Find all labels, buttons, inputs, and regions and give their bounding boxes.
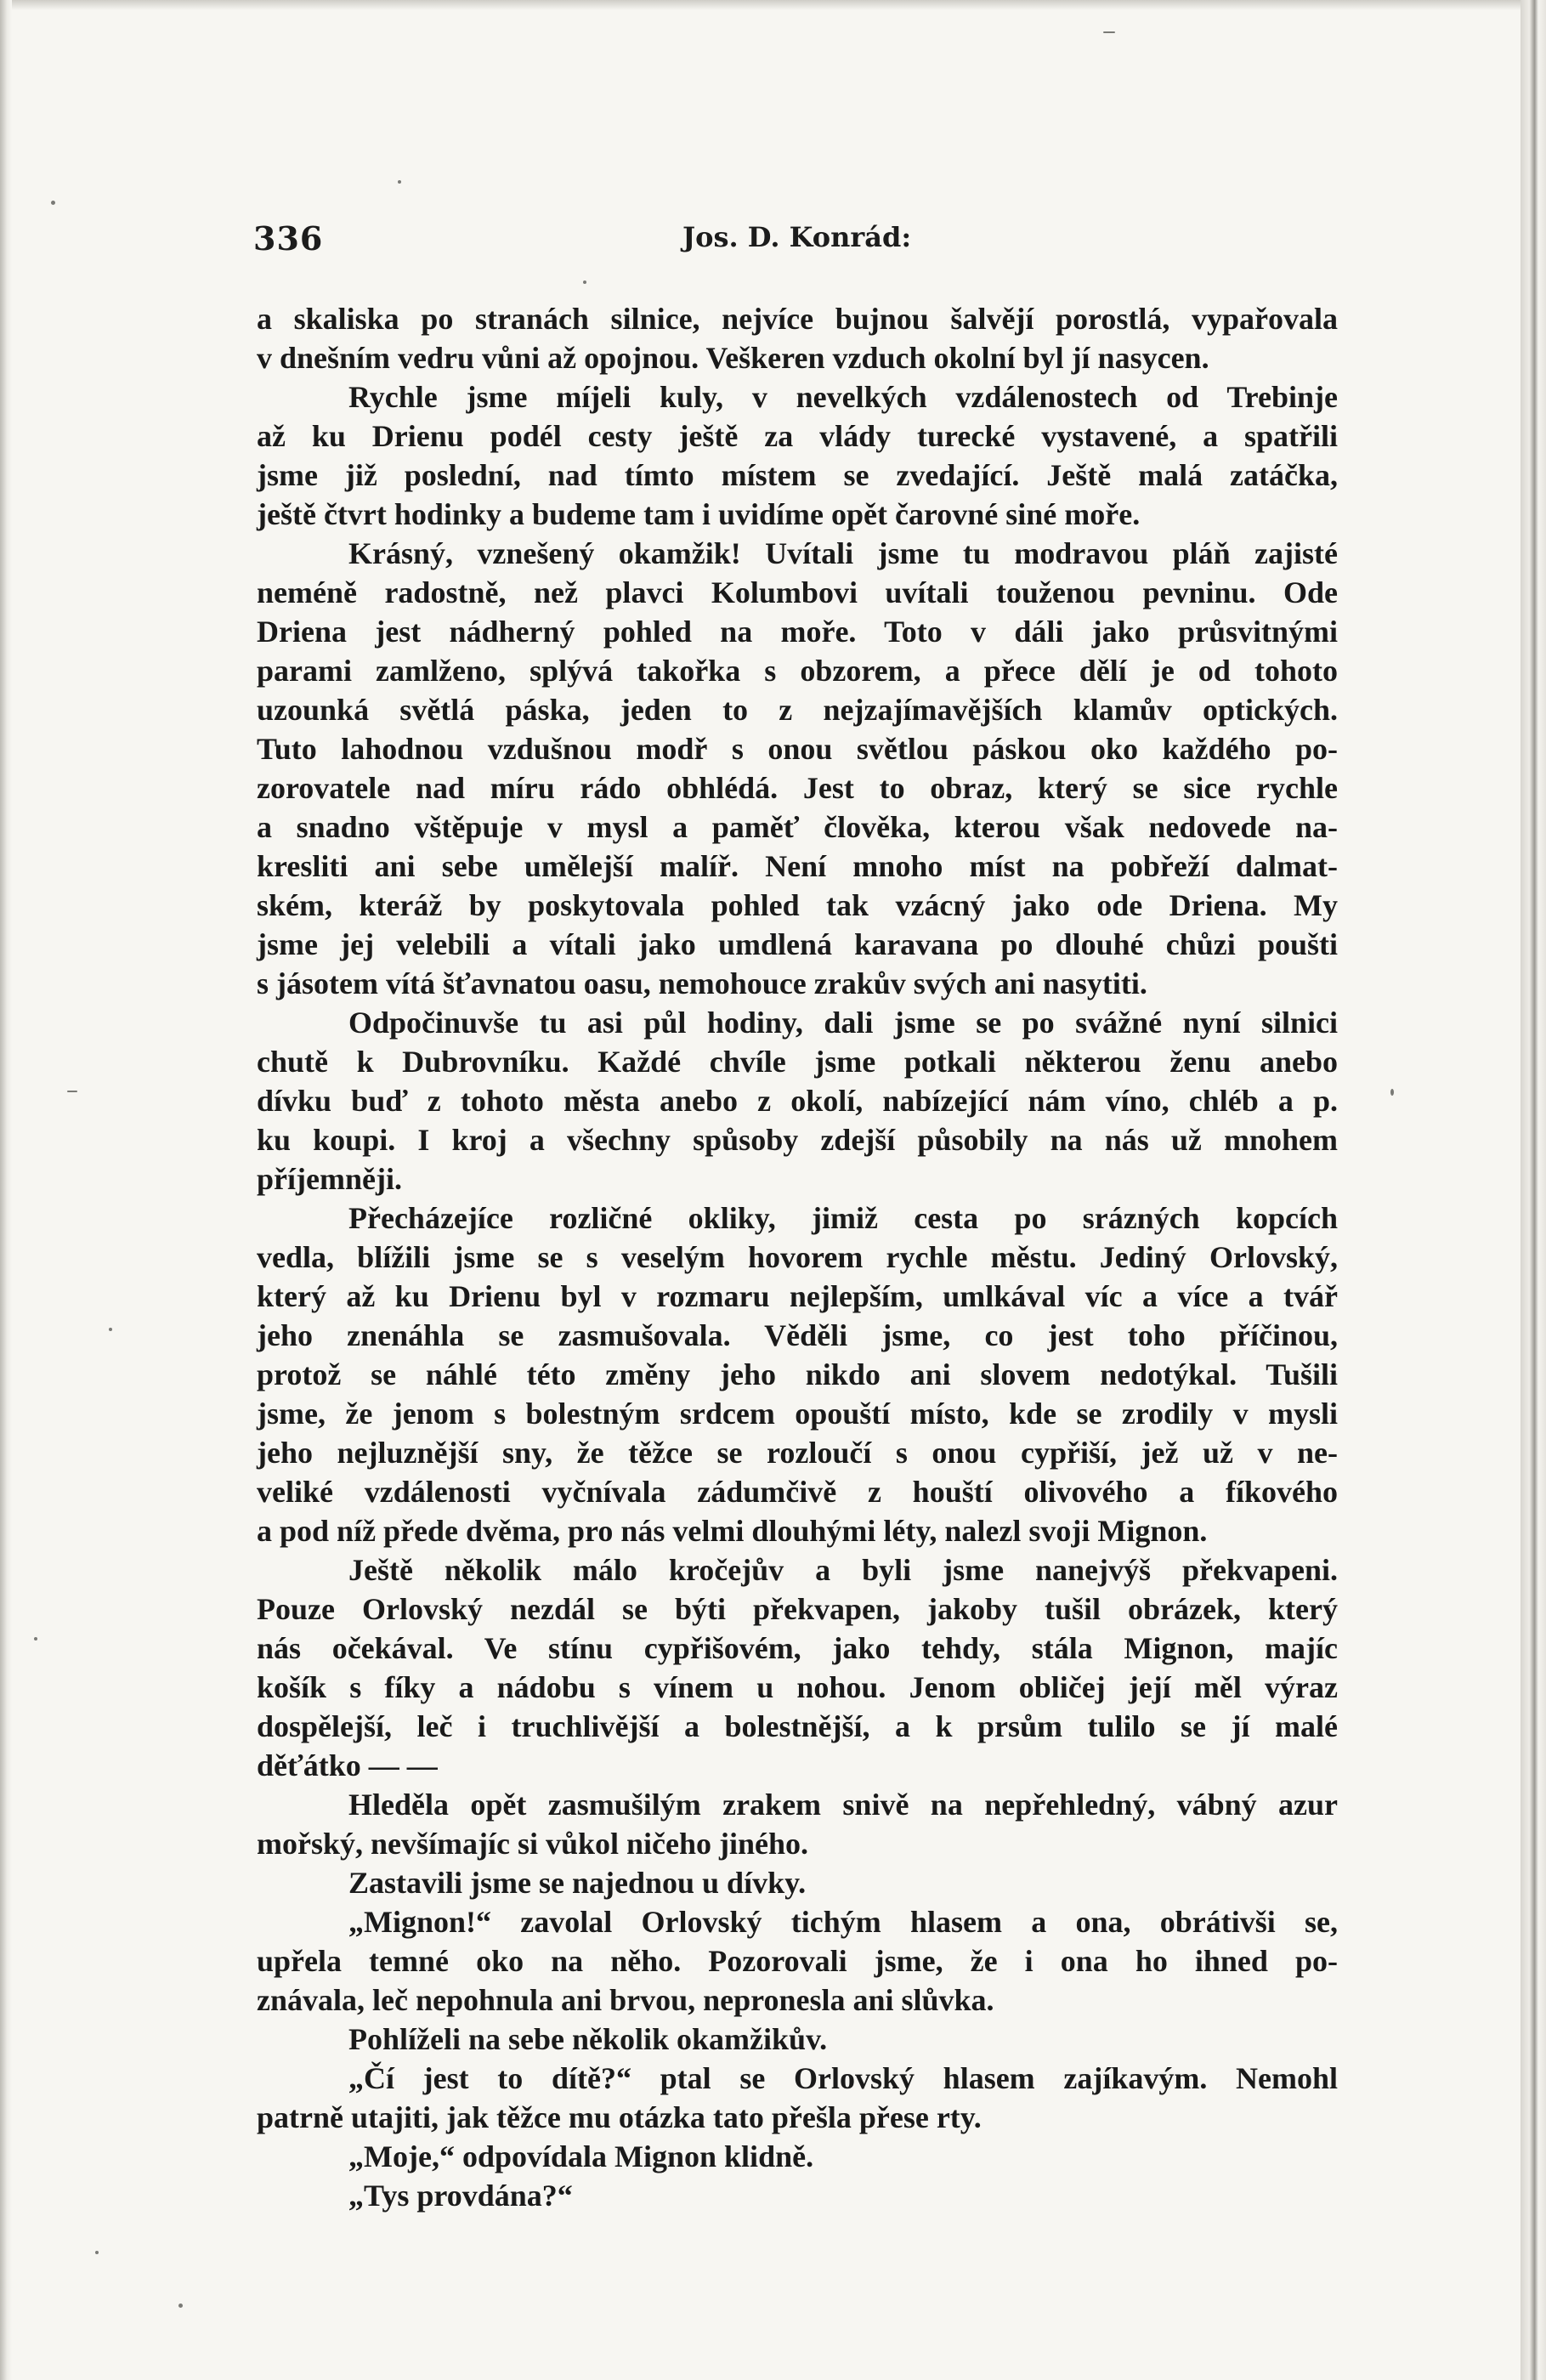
text-line: jeho znenáhla se zasmušovala. Věděli jsme, co jest toho příčinou, — [257, 1318, 1338, 1352]
body-text — [257, 299, 1338, 2215]
text-line: Ještě několik málo kročejův a byli jsme nanejvýš překvapeni. — [348, 1553, 1338, 1587]
text-line: „Mignon!“ zavolal Orlovský tichým hlasem a ona, obrátivši se, — [348, 1905, 1338, 1939]
paper-speck — [51, 201, 55, 205]
running-head — [253, 219, 1341, 262]
text-line: který až ku Drienu byl v rozmaru nejlepším, umlkával víc a více a tvář — [257, 1279, 1338, 1313]
text-line: vedla, blížili jsme se s veselým hovorem rychle městu. Jediný Orlovský, — [257, 1240, 1338, 1274]
text-line: neméně radostně, než plavci Kolumbovi uvítali touženou pevninu. Ode — [257, 575, 1338, 609]
running-head-author: Jos. D. Konrád: — [682, 221, 912, 253]
text-line: Rychle jsme míjeli kuly, v nevelkých vzdálenostech od Trebinje — [348, 380, 1338, 414]
text-line: Krásný, vznešený okamžik! Uvítali jsme tu modravou pláň zajisté — [348, 536, 1338, 570]
text-line: kresliti ani sebe umělejší malíř. Není mnoho míst na pobřeží dalmat- — [257, 849, 1338, 883]
text-line: chutě k Dubrovníku. Každé chvíle jsme potkali některou ženu anebo — [257, 1045, 1338, 1079]
text-line: jeho nejluznější sny, že těžce se rozloučí s onou cypřiší, jež už v ne- — [257, 1436, 1338, 1470]
text-line: košík s fíky a nádobu s vínem u nohou. Jenom obličej její měl výraz — [257, 1670, 1338, 1704]
text-line: protož se náhlé této změny jeho nikdo ani slovem nedotýkal. Tušili — [257, 1357, 1338, 1391]
text-line: Pohlíželi na sebe několik okamžikův. — [348, 2022, 828, 2056]
text-line: jsme již poslední, nad tímto místem se zvedající. Ještě malá zatáčka, — [257, 458, 1338, 492]
text-line: mořský, nevšímajíc si vůkol ničeho jiného. — [257, 1827, 809, 1861]
text-line: ku koupi. I kroj a všechny spůsoby zdejší působily na nás už mnohem — [257, 1123, 1338, 1157]
paper-speck — [109, 1328, 112, 1331]
text-line: upřela temné oko na něho. Pozorovali jsme, že i ona ho ihned po- — [257, 1944, 1338, 1978]
text-line: zorovatele nad míru rádo obhlédá. Jest to obraz, který se sice rychle — [257, 771, 1338, 805]
text-line: dívku buď z tohoto města anebo z okolí, nabízející nám víno, chléb a p. — [257, 1084, 1338, 1118]
text-line: znávala, leč nepohnula ani brvou, nepronesla ani slůvka. — [257, 1983, 994, 2017]
text-line: patrně utajiti, jak těžce mu otázka tato přešla přese rty. — [257, 2100, 982, 2134]
paper-speck — [178, 2304, 183, 2308]
text-line: jsme jej velebili a vítali jako umdlená karavana po dlouhé chůzi poušti — [257, 927, 1338, 961]
text-line: Odpočinuvše tu asi půl hodiny, dali jsme se po svážné nyní silnici — [348, 1006, 1338, 1040]
text-line: ském, kteráž by poskytovala pohled tak vzácný jako ode Driena. My — [257, 888, 1338, 922]
paper-speck — [1390, 1089, 1394, 1096]
text-line: Přecházejíce rozličné okliky, jimiž cesta po srázných kopcích — [348, 1201, 1338, 1235]
text-line: Tuto lahodnou vzdušnou modř s onou světlou páskou oko každého po- — [257, 732, 1338, 766]
text-line: děťátko — — — [257, 1748, 438, 1782]
paper-speck — [398, 180, 401, 184]
paper-speck — [1103, 31, 1115, 33]
text-line: dospělejší, leč i truchlivější a bolestnější, a k prsům tulilo se jí malé — [257, 1709, 1338, 1743]
text-line: Hleděla opět zasmušilým zrakem snivě na nepřehledný, vábný azur — [348, 1788, 1338, 1822]
text-line: jsme, že jenom s bolestným srdcem opouští místo, kde se zrodily v mysli — [257, 1397, 1338, 1431]
page-left-edge — [0, 0, 12, 2380]
text-line: a pod níž přede dvěma, pro nás velmi dlouhými léty, nalezl svoji Mignon. — [257, 1514, 1208, 1548]
text-line: ještě čtvrt hodinky a budeme tam i uvidíme opět čarovné siné moře. — [257, 497, 1141, 531]
text-line: a snadno vštěpuje v mysl a paměť člověka, kterou však nedovede na- — [257, 810, 1338, 844]
text-line: Zastavili jsme se najednou u dívky. — [348, 1866, 807, 1900]
paper-speck — [67, 1091, 77, 1092]
page-top-edge — [0, 0, 1546, 10]
paper-speck — [583, 280, 586, 284]
text-line: „Tys provdána?“ — [348, 2179, 573, 2213]
text-line: až ku Drienu podél cesty ještě za vlády turecké vystavené, a spatřili — [257, 419, 1338, 453]
text-line: příjemněji. — [257, 1162, 402, 1196]
text-line: „Čí jest to dítě?“ ptal se Orlovský hlasem zajíkavým. Nemohl — [348, 2061, 1338, 2095]
page-number: 336 — [253, 219, 324, 258]
text-line: uzounká světlá páska, jeden to z nejzajímavějších klamův optických. — [257, 693, 1338, 727]
page-right-edge — [1521, 0, 1546, 2380]
paper-speck — [95, 2251, 99, 2254]
text-line: veliké vzdálenosti vyčnívala zádumčivě z houští olivového a fíkového — [257, 1475, 1338, 1509]
text-line: a skaliska po stranách silnice, nejvíce bujnou šalvějí porostlá, vypařovala — [257, 302, 1338, 336]
paper-speck — [34, 1637, 37, 1640]
text-line: v dnešním vedru vůni až opojnou. Veškeren vzduch okolní byl jí nasycen. — [257, 341, 1209, 375]
text-line: nás očekával. Ve stínu cypřišovém, jako tehdy, stála Mignon, majíc — [257, 1631, 1338, 1665]
text-line: Pouze Orlovský nezdál se býti překvapen, jakoby tušil obrázek, který — [257, 1592, 1338, 1626]
text-line: Driena jest nádherný pohled na moře. Toto v dáli jako průsvitnými — [257, 615, 1338, 649]
text-line: s jásotem vítá šťavnatou oasu, nemohouce zrakův svých ani nasytiti. — [257, 966, 1147, 1000]
text-line: parami zamlženo, splývá takořka s obzorem, a přece dělí je od tohoto — [257, 654, 1338, 688]
text-line: „Moje,“ odpovídala Mignon klidně. — [348, 2139, 814, 2173]
